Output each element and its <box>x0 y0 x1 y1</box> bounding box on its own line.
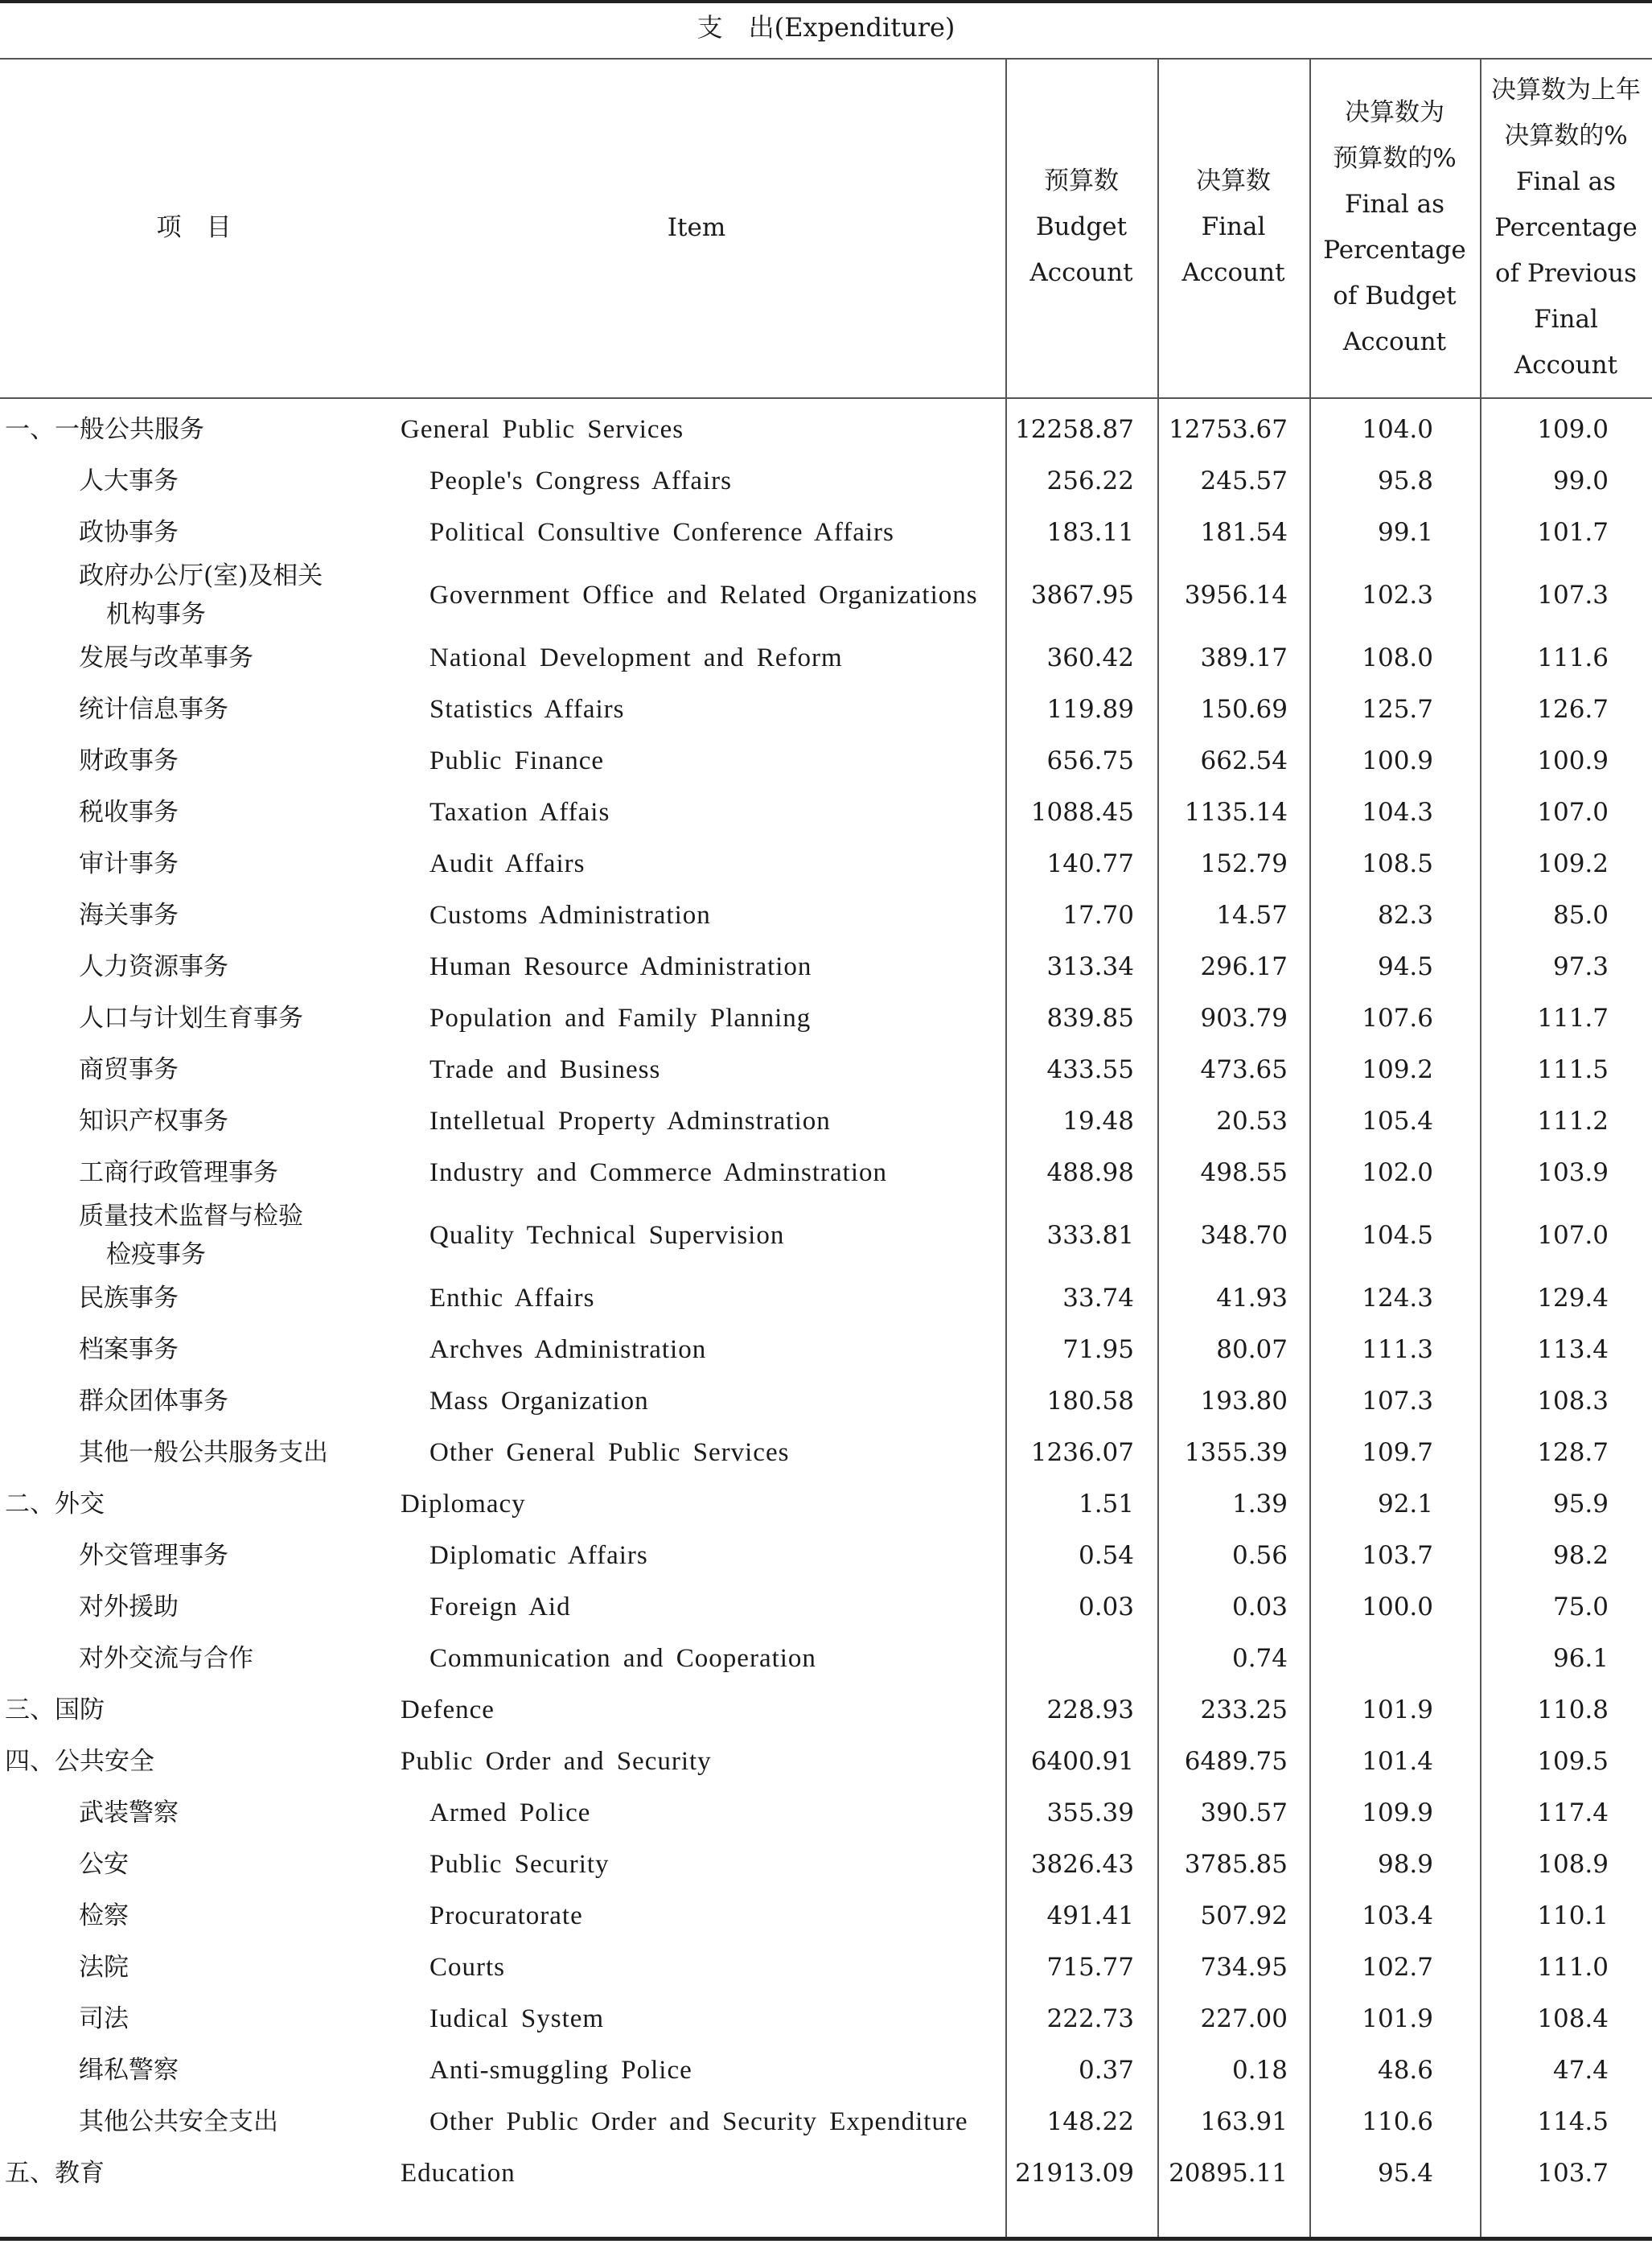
budget-value: 256.22 <box>1046 466 1134 495</box>
title-divider <box>0 58 1652 60</box>
item-en: Population and Family Planning <box>429 1004 812 1033</box>
pct-prev-value: 107.0 <box>1537 1221 1609 1250</box>
item-cn: 税收事务 <box>79 798 179 827</box>
final-value: 20.53 <box>1216 1107 1288 1136</box>
final-value: 163.91 <box>1200 2107 1288 2136</box>
item-cn: 其他一般公共服务支出 <box>79 1438 328 1467</box>
budget-value: 839.85 <box>1046 1004 1134 1033</box>
final-value: 14.57 <box>1216 901 1288 930</box>
budget-value: 3867.95 <box>1030 581 1134 610</box>
budget-value: 1088.45 <box>1030 798 1134 827</box>
pct-prev-value: 96.1 <box>1552 1644 1609 1673</box>
final-value: 181.54 <box>1200 518 1288 547</box>
item-en: Diplomatic Affairs <box>429 1541 648 1570</box>
item-cn-cont: 机构事务 <box>106 600 206 629</box>
item-cn: 二、外交 <box>5 1490 105 1519</box>
budget-value: 3826.43 <box>1030 1850 1134 1879</box>
pct-prev-value: 114.5 <box>1537 2107 1609 2136</box>
pct-prev-value: 108.4 <box>1537 2004 1609 2033</box>
budget-value: 183.11 <box>1046 518 1134 547</box>
item-en: Enthic Affairs <box>429 1284 595 1313</box>
item-en: Armed Police <box>429 1798 591 1827</box>
pct-budget-value: 109.2 <box>1362 1055 1433 1084</box>
header-item-cn: 项 目 <box>156 213 232 242</box>
pct-prev-value: 109.5 <box>1537 1747 1609 1776</box>
pct-budget-value: 102.7 <box>1362 1953 1433 1982</box>
item-cn: 政府办公厅(室)及相关 <box>79 561 323 590</box>
budget-value: 21913.09 <box>1015 2159 1134 2188</box>
final-value: 3956.14 <box>1184 581 1288 610</box>
pct-prev-value: 103.7 <box>1537 2159 1609 2188</box>
pct-budget-value: 100.0 <box>1362 1593 1433 1621</box>
item-cn: 法院 <box>79 1953 129 1982</box>
pct-budget-value: 102.0 <box>1362 1158 1433 1187</box>
budget-value: 140.77 <box>1046 849 1134 878</box>
final-value: 233.25 <box>1200 1695 1288 1724</box>
item-en: Mass Organization <box>429 1387 649 1416</box>
final-value: 662.54 <box>1200 746 1288 775</box>
budget-value: 33.74 <box>1062 1284 1134 1313</box>
item-cn: 审计事务 <box>79 849 179 878</box>
pct-prev-value: 103.9 <box>1537 1158 1609 1187</box>
pct-budget-value: 99.1 <box>1377 518 1433 547</box>
hdr-budget-line: Budget <box>1035 212 1128 241</box>
item-en: Courts <box>429 1953 506 1982</box>
final-value: 389.17 <box>1200 643 1288 672</box>
final-value: 473.65 <box>1200 1055 1288 1084</box>
final-value: 903.79 <box>1200 1004 1288 1033</box>
final-value: 1.39 <box>1231 1490 1288 1519</box>
table-title: 支 出(Expenditure) <box>697 12 955 43</box>
item-en: Public Security <box>429 1850 610 1879</box>
budget-value: 0.37 <box>1078 2056 1134 2085</box>
pct-prev-value: 95.9 <box>1552 1490 1609 1519</box>
final-value: 507.92 <box>1200 1901 1288 1930</box>
item-en: Political Consultive Conference Affairs <box>429 518 894 547</box>
budget-value: 148.22 <box>1046 2107 1134 2136</box>
item-en: Other General Public Services <box>429 1438 790 1467</box>
pct-budget-value: 48.6 <box>1377 2056 1433 2085</box>
pct-budget-value: 103.7 <box>1362 1541 1433 1570</box>
item-cn-cont: 检疫事务 <box>106 1240 206 1269</box>
hdr-pp-line: 决算数的% <box>1504 121 1628 150</box>
hdr-pb-line: 决算数为 <box>1345 98 1444 127</box>
item-cn: 外交管理事务 <box>79 1541 228 1570</box>
hdr-pb-line: 预算数的% <box>1333 144 1457 173</box>
item-cn: 人口与计划生育事务 <box>79 1004 303 1033</box>
item-en: Quality Technical Supervision <box>429 1221 785 1250</box>
pct-prev-value: 111.6 <box>1537 643 1609 672</box>
final-value: 227.00 <box>1200 2004 1288 2033</box>
final-value: 193.80 <box>1200 1387 1288 1416</box>
item-en: Intelletual Property Adminstration <box>429 1107 831 1136</box>
item-en: Customs Administration <box>429 901 711 930</box>
hdr-pp-line: Percentage <box>1494 213 1638 242</box>
hdr-pb-line: of Budget <box>1333 282 1457 310</box>
item-cn: 民族事务 <box>79 1284 179 1313</box>
item-en: Communication and Cooperation <box>429 1644 816 1673</box>
pct-prev-value: 111.2 <box>1537 1107 1609 1136</box>
item-en: Defence <box>401 1695 495 1724</box>
item-cn: 海关事务 <box>79 901 179 930</box>
final-value: 1355.39 <box>1184 1438 1288 1467</box>
budget-value: 1236.07 <box>1030 1438 1134 1467</box>
item-cn: 缉私警察 <box>79 2056 179 2085</box>
item-en: People's Congress Affairs <box>429 466 732 495</box>
pct-budget-value: 105.4 <box>1362 1107 1433 1136</box>
item-en: Public Finance <box>429 746 605 775</box>
pct-prev-value: 98.2 <box>1552 1541 1609 1570</box>
final-value: 0.18 <box>1231 2056 1288 2085</box>
hdr-pp-line: of Previous <box>1495 259 1637 288</box>
budget-value: 119.89 <box>1046 695 1134 724</box>
item-en: Anti-smuggling Police <box>429 2056 692 2085</box>
hdr-final-line: Account <box>1181 258 1285 287</box>
pct-prev-value: 99.0 <box>1552 466 1609 495</box>
pct-budget-value: 104.3 <box>1362 798 1433 827</box>
hdr-final-line: 决算数 <box>1196 166 1271 195</box>
final-value: 3785.85 <box>1184 1850 1288 1879</box>
table-bottom-rule <box>0 2237 1652 2241</box>
budget-value: 19.48 <box>1062 1107 1134 1136</box>
pct-budget-value: 111.3 <box>1362 1335 1433 1364</box>
final-value: 348.70 <box>1200 1221 1288 1250</box>
header-item-en: Item <box>667 213 726 242</box>
hdr-pp-line: Final as <box>1515 167 1617 196</box>
pct-budget-value: 98.9 <box>1377 1850 1433 1879</box>
hdr-pp-line: Final <box>1534 305 1598 334</box>
final-value: 0.74 <box>1231 1644 1288 1673</box>
budget-value: 0.54 <box>1078 1541 1134 1570</box>
pct-budget-value: 110.6 <box>1362 2107 1433 2136</box>
pct-budget-value: 101.4 <box>1362 1747 1433 1776</box>
budget-value: 313.34 <box>1046 952 1134 981</box>
item-cn: 政协事务 <box>79 518 179 547</box>
item-en: Audit Affairs <box>429 849 586 878</box>
budget-value: 333.81 <box>1046 1221 1134 1250</box>
hdr-budget-line: 预算数 <box>1044 166 1119 195</box>
hdr-budget-line: Account <box>1029 258 1133 287</box>
budget-value: 12258.87 <box>1015 415 1134 444</box>
final-value: 150.69 <box>1200 695 1288 724</box>
final-value: 41.93 <box>1216 1284 1288 1313</box>
hdr-pb-line: Account <box>1342 327 1447 356</box>
final-value: 20895.11 <box>1169 2159 1288 2188</box>
table-top-rule <box>0 0 1652 3</box>
pct-prev-value: 129.4 <box>1537 1284 1609 1313</box>
hdr-pb-line: Final as <box>1344 190 1445 219</box>
final-value: 296.17 <box>1200 952 1288 981</box>
pct-prev-value: 117.4 <box>1537 1798 1609 1827</box>
item-en: Human Resource Administration <box>429 952 812 981</box>
item-en: Statistics Affairs <box>429 695 625 724</box>
final-value: 0.56 <box>1231 1541 1288 1570</box>
pct-budget-value: 124.3 <box>1362 1284 1433 1313</box>
pct-prev-value: 97.3 <box>1552 952 1609 981</box>
item-en: Iudical System <box>429 2004 605 2033</box>
pct-budget-value: 95.4 <box>1377 2159 1433 2188</box>
item-cn: 发展与改革事务 <box>79 643 253 672</box>
budget-value: 656.75 <box>1046 746 1134 775</box>
item-cn: 检察 <box>79 1901 129 1930</box>
item-cn: 四、公共安全 <box>5 1747 154 1776</box>
item-cn: 五、教育 <box>5 2159 105 2188</box>
pct-budget-value: 101.9 <box>1362 1695 1433 1724</box>
budget-value: 228.93 <box>1046 1695 1134 1724</box>
pct-prev-value: 75.0 <box>1552 1593 1609 1621</box>
pct-prev-value: 107.0 <box>1537 798 1609 827</box>
hdr-pb-line: Percentage <box>1323 236 1466 265</box>
pct-budget-value: 107.6 <box>1362 1004 1433 1033</box>
budget-value: 491.41 <box>1046 1901 1134 1930</box>
item-en: Education <box>401 2159 516 2188</box>
item-en: Diplomacy <box>401 1490 526 1519</box>
pct-budget-value: 109.9 <box>1362 1798 1433 1827</box>
item-cn: 人大事务 <box>79 466 179 495</box>
item-cn: 群众团体事务 <box>79 1387 228 1416</box>
budget-value: 715.77 <box>1046 1953 1134 1982</box>
final-value: 0.03 <box>1231 1593 1288 1621</box>
item-cn: 公安 <box>79 1850 129 1879</box>
budget-value: 488.98 <box>1046 1158 1134 1187</box>
pct-prev-value: 107.3 <box>1537 581 1609 610</box>
budget-value: 1.51 <box>1078 1490 1134 1519</box>
item-cn: 三、国防 <box>5 1695 105 1724</box>
pct-prev-value: 100.9 <box>1537 746 1609 775</box>
pct-prev-value: 108.9 <box>1537 1850 1609 1879</box>
pct-budget-value: 102.3 <box>1362 581 1433 610</box>
item-en: Industry and Commerce Adminstration <box>429 1158 887 1187</box>
final-value: 390.57 <box>1200 1798 1288 1827</box>
item-en: Government Office and Related Organizations <box>429 581 978 610</box>
pct-budget-value: 125.7 <box>1362 695 1433 724</box>
header-divider <box>0 397 1652 399</box>
pct-budget-value: 92.1 <box>1377 1490 1433 1519</box>
pct-prev-value: 108.3 <box>1537 1387 1609 1416</box>
pct-prev-value: 113.4 <box>1537 1335 1609 1364</box>
pct-prev-value: 126.7 <box>1537 695 1609 724</box>
pct-prev-value: 109.2 <box>1537 849 1609 878</box>
pct-budget-value: 108.0 <box>1362 643 1433 672</box>
pct-prev-value: 110.1 <box>1537 1901 1609 1930</box>
budget-value: 0.03 <box>1078 1593 1134 1621</box>
pct-budget-value: 82.3 <box>1377 901 1433 930</box>
pct-budget-value: 107.3 <box>1362 1387 1433 1416</box>
final-value: 12753.67 <box>1169 415 1288 444</box>
hdr-pp-line: 决算数为上年 <box>1491 76 1641 105</box>
final-value: 245.57 <box>1200 466 1288 495</box>
pct-budget-value: 103.4 <box>1362 1901 1433 1930</box>
pct-prev-value: 128.7 <box>1537 1438 1609 1467</box>
budget-value: 355.39 <box>1046 1798 1134 1827</box>
item-cn: 商贸事务 <box>79 1055 179 1084</box>
final-value: 498.55 <box>1200 1158 1288 1187</box>
item-cn: 质量技术监督与检验 <box>79 1202 303 1231</box>
item-cn: 武装警察 <box>79 1798 179 1827</box>
budget-value: 17.70 <box>1062 901 1134 930</box>
pct-prev-value: 111.0 <box>1537 1953 1609 1982</box>
item-en: National Development and Reform <box>429 643 843 672</box>
item-en: Archves Administration <box>429 1335 707 1364</box>
pct-budget-value: 109.7 <box>1362 1438 1433 1467</box>
item-cn: 其他公共安全支出 <box>79 2107 278 2136</box>
budget-value: 433.55 <box>1046 1055 1134 1084</box>
pct-prev-value: 47.4 <box>1552 2056 1609 2085</box>
pct-prev-value: 111.5 <box>1537 1055 1609 1084</box>
item-en: Foreign Aid <box>429 1593 571 1621</box>
pct-budget-value: 95.8 <box>1377 466 1433 495</box>
item-cn: 人力资源事务 <box>79 952 228 981</box>
final-value: 152.79 <box>1200 849 1288 878</box>
hdr-final-line: Final <box>1201 212 1266 241</box>
pct-prev-value: 111.7 <box>1537 1004 1609 1033</box>
budget-value: 71.95 <box>1062 1335 1134 1364</box>
final-value: 80.07 <box>1216 1335 1288 1364</box>
item-cn: 档案事务 <box>79 1335 179 1364</box>
hdr-pp-line: Account <box>1514 351 1618 380</box>
budget-value: 6400.91 <box>1030 1747 1134 1776</box>
final-value: 734.95 <box>1200 1953 1288 1982</box>
item-cn: 对外援助 <box>79 1593 179 1621</box>
budget-value: 180.58 <box>1046 1387 1134 1416</box>
item-en: Public Order and Security <box>401 1747 712 1776</box>
pct-prev-value: 85.0 <box>1552 901 1609 930</box>
item-cn: 工商行政管理事务 <box>79 1158 278 1187</box>
item-en: Taxation Affais <box>429 798 610 827</box>
pct-prev-value: 109.0 <box>1537 415 1609 444</box>
item-cn: 统计信息事务 <box>79 695 228 724</box>
item-en: Procuratorate <box>429 1901 583 1930</box>
pct-budget-value: 104.0 <box>1362 415 1433 444</box>
budget-value: 360.42 <box>1046 643 1134 672</box>
final-value: 1135.14 <box>1184 798 1288 827</box>
budget-value: 222.73 <box>1046 2004 1134 2033</box>
pct-prev-value: 110.8 <box>1537 1695 1609 1724</box>
item-en: Trade and Business <box>429 1055 661 1084</box>
final-value: 6489.75 <box>1184 1747 1288 1776</box>
pct-budget-value: 101.9 <box>1362 2004 1433 2033</box>
item-cn: 司法 <box>79 2004 129 2033</box>
pct-prev-value: 101.7 <box>1537 518 1609 547</box>
item-en: Other Public Order and Security Expenditure <box>429 2107 968 2136</box>
item-cn: 财政事务 <box>79 746 179 775</box>
pct-budget-value: 94.5 <box>1377 952 1433 981</box>
item-en: General Public Services <box>401 415 684 444</box>
item-cn: 对外交流与合作 <box>79 1644 253 1673</box>
item-cn: 一、一般公共服务 <box>5 415 204 444</box>
pct-budget-value: 100.9 <box>1362 746 1433 775</box>
item-cn: 知识产权事务 <box>79 1107 228 1136</box>
pct-budget-value: 104.5 <box>1362 1221 1433 1250</box>
pct-budget-value: 108.5 <box>1362 849 1433 878</box>
